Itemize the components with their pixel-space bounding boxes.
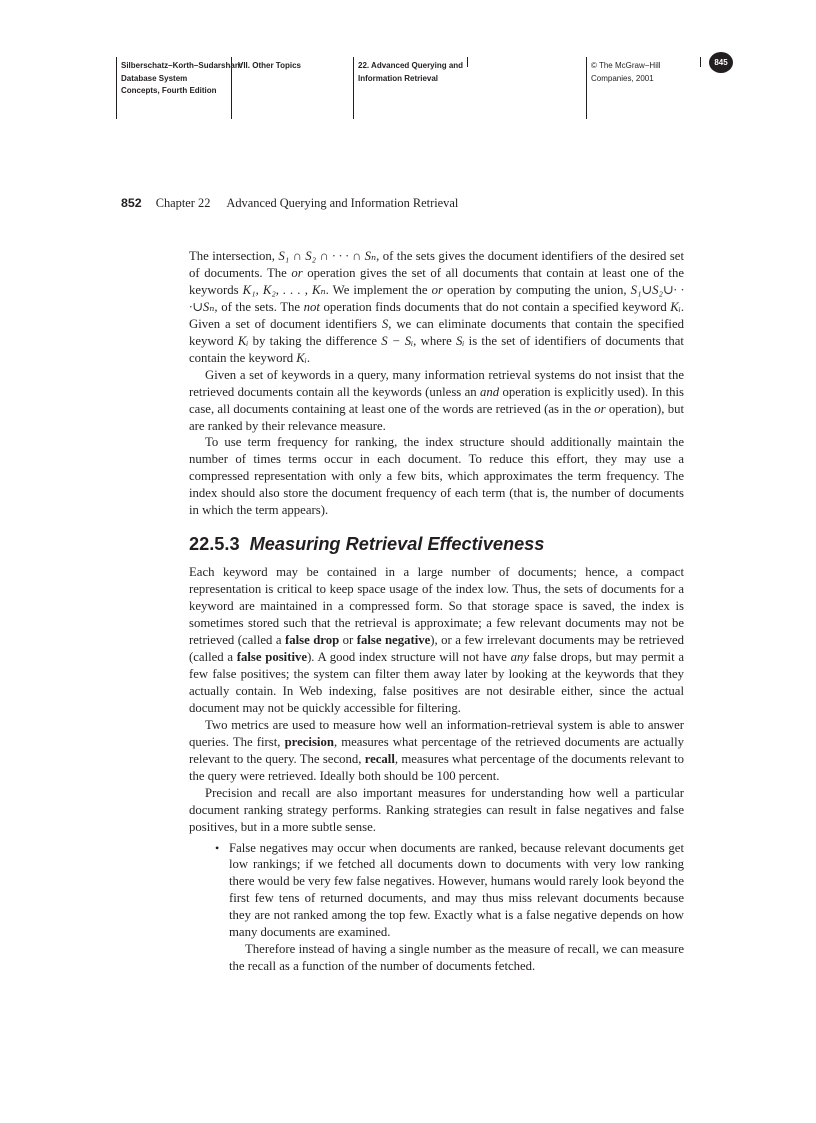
bullet-continuation: Therefore instead of having a single number as the measure of recall, we can measure the recall as a function of the number of documents fetched. [229,942,684,974]
section-heading [189,533,684,555]
paragraph-keywords-query: Given a set of keywords in a query, many information retrieval systems do not insist that the retrieved documents contain all the keywords (unless an and operation is explicitly used). In this case, all documents containing at least one of the words are retrieved (as in the or operation), but are ranked by their relevance measure. [189,367,685,433]
header-rule-4 [467,57,468,67]
header-rule-6 [700,57,701,67]
bullet-list [189,840,684,976]
section-number: 22.5.3 [189,534,240,555]
page-body [189,248,684,975]
page-number: 852 [121,196,142,210]
list-item [215,840,684,976]
header-rule-3 [353,57,354,119]
math-intersection: S₁ ∩ S₂ ∩ · · · ∩ Sₙ [278,249,377,263]
header-chapter: 22. Advanced Querying and Information Retrieval [358,61,464,83]
header-part: VII. Other Topics [238,61,301,70]
math-keywords: K₁, K₂, . . . , Kₙ [242,282,326,297]
header-copyright: © The McGraw−Hill Companies, 2001 [591,61,661,83]
section-title: Measuring Retrieval Effectiveness [249,534,545,555]
folio-line [121,196,458,211]
header-authors: Silberschatz–Korth–Sudarshan: Database System Concepts, Fourth Edition [121,61,243,95]
paragraph-precision-recall: Two metrics are used to measure how well an information-retrieval system is able to answer queries. The first, precision, measures what percentage of the retrieved documents are actually relevant to the query. The second, recall, measures what percentage of the documents relevant to the query were retrieved. Ideally both should be 100 percent. [189,717,685,783]
paragraph-ranking-strategy: Precision and recall are also important measures for understanding how well a particular document ranking strategy performs. Ranking strategies can result in false negatives and false positives, but in a more subtle sense. [189,785,684,834]
paragraph-false-drops: Each keyword may be contained in a large number of documents; hence, a compact representation is critical to keep space usage of the index low. Thus, the sets of documents for a keyword are maintained in a compressed form. So that storage space is saved, the index is sometimes stored such that the retrieval is approximate; a few relevant documents may not be retrieved (called a false drop or false negative), or a few irrelevant documents may be retrieved (called a false positive). A good index structure will not have any false drops, but may permit a few false positives; the system can filter them away later by looking at the keywords that they actually contain. In Web indexing, false positives are not desirable either, since the actual document may not be quickly accessible for filtering. [189,565,685,715]
bullet-text: False negatives may occur when documents are ranked, because relevant documents get low rankings; if we fetched all documents down to documents with very low ranking there would be very few false negatives. However, humans would rarely look beyond the first few tens of returned documents, and may thus miss relevant documents because they are not ranked among the top few. Exactly what is a false negative depends on how many documents are examined. [229,840,684,940]
chapter-title: Advanced Querying and Information Retrieval [226,196,459,210]
page-number-badge: 845 [709,52,733,73]
paragraph-term-frequency: To use term frequency for ranking, the index structure should additionally maintain the number of times terms occur in each document. To reduce this effort, they may use a compressed representation with only a few bits, which approximates the term frequency. The index should also store the document frequency of each term (that is, the number of documents in which the term appears). [189,435,684,518]
paragraph-set-operations: The intersection, S₁ ∩ S₂ ∩ · · · ∩ Sₙ, of the sets gives the document identifiers of the desired set of documents. The or operation gives the set of all documents that contain at least one of the keywords K₁, K₂, . . . , Kₙ. We implement the or operation by computing the union, S₁∪S₂∪· · ·∪Sₙ, of the sets. The not operation finds documents that do not contain a specified keyword Kᵢ. Given a set of document identifiers S, we can eliminate documents that contain the specified keyword Kᵢ by taking the difference S − Sᵢ, where Sᵢ is the set of identifiers of documents that contain the keyword Kᵢ. [189,249,685,365]
math-difference: S − Sᵢ [381,333,414,348]
bullet-marker: • [215,840,220,855]
math-union: S₁∪S₂∪· · ·∪Sₙ [189,282,684,314]
header-rule-5 [586,57,587,119]
chapter-label: Chapter 22 [155,196,211,210]
header-rule-1 [116,57,117,119]
